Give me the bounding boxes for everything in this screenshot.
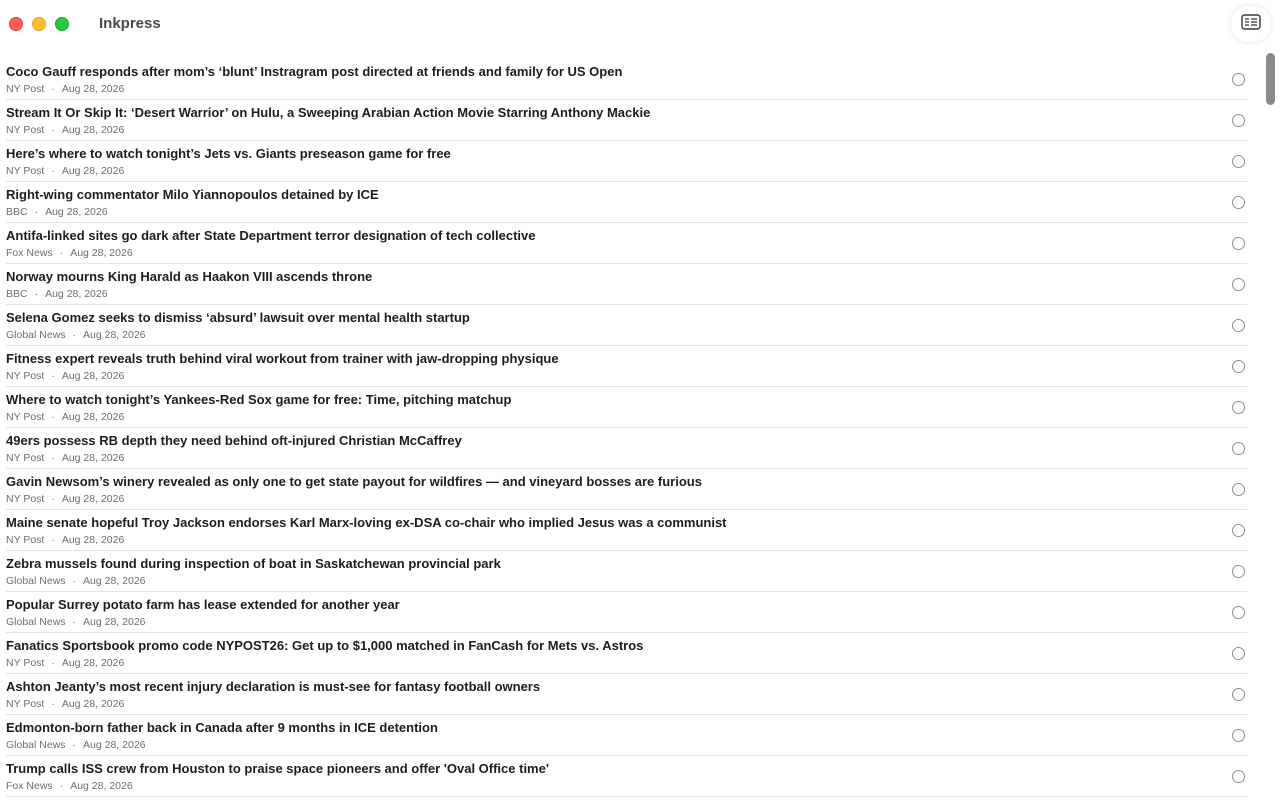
meta-separator: ·: [51, 657, 55, 669]
meta-separator: ·: [51, 370, 55, 382]
meta-separator: ·: [51, 698, 55, 710]
article-source: Global News: [6, 575, 66, 587]
mark-read-toggle[interactable]: [1232, 524, 1245, 537]
article-meta: [6, 452, 124, 464]
meta-separator: ·: [34, 288, 39, 300]
article-title[interactable]: Here’s where to watch tonight’s Jets vs. Giants preseason game for free: [6, 146, 451, 161]
article-source: NY Post: [6, 534, 45, 546]
mark-read-toggle[interactable]: [1232, 319, 1245, 332]
mark-read-toggle[interactable]: [1232, 647, 1245, 660]
article-title[interactable]: Norway mourns King Harald as Haakon VIII ascends throne: [6, 269, 373, 284]
article-meta: [6, 493, 124, 505]
article-date: Aug 28, 2026: [61, 657, 125, 669]
meta-separator: ·: [51, 124, 55, 136]
meta-separator: ·: [72, 575, 77, 587]
app-title: Inkpress: [99, 15, 161, 32]
article-title[interactable]: Ashton Jeanty’s most recent injury declaration is must-see for fantasy football owners: [6, 679, 541, 694]
article-date: Aug 28, 2026: [61, 411, 125, 423]
article-date: Aug 28, 2026: [61, 83, 125, 95]
article-meta: [6, 698, 124, 710]
close-window-button[interactable]: [9, 17, 23, 31]
article-source: Global News: [6, 616, 66, 628]
article-meta: [6, 329, 146, 341]
mark-read-toggle[interactable]: [1232, 483, 1245, 496]
article-title[interactable]: Right-wing commentator Milo Yiannopoulos detained by ICE: [6, 187, 379, 202]
article-source: Fox News: [6, 780, 53, 792]
article-row[interactable]: [6, 551, 1247, 592]
article-row[interactable]: [6, 346, 1247, 387]
article-date: Aug 28, 2026: [61, 165, 125, 177]
article-source: NY Post: [6, 370, 45, 382]
article-date: Aug 28, 2026: [45, 288, 108, 300]
mark-read-toggle[interactable]: [1232, 237, 1245, 250]
meta-separator: ·: [51, 534, 55, 546]
article-date: Aug 28, 2026: [83, 616, 146, 628]
article-row[interactable]: [6, 469, 1247, 510]
article-title[interactable]: Where to watch tonight’s Yankees-Red Sox game for free: Time, pitching matchup: [6, 392, 512, 407]
mark-read-toggle[interactable]: [1232, 196, 1245, 209]
article-row[interactable]: [6, 141, 1247, 182]
mark-read-toggle[interactable]: [1232, 770, 1245, 783]
article-row[interactable]: [6, 387, 1247, 428]
article-row[interactable]: [6, 264, 1247, 305]
article-title[interactable]: Antifa-linked sites go dark after State Department terror designation of tech collective: [6, 228, 536, 243]
scrollbar-thumb[interactable]: [1266, 53, 1275, 105]
mark-read-toggle[interactable]: [1232, 565, 1245, 578]
article-date: Aug 28, 2026: [83, 575, 146, 587]
article-source: BBC: [6, 206, 28, 218]
zoom-window-button[interactable]: [55, 17, 69, 31]
meta-separator: ·: [59, 780, 64, 792]
article-meta: [6, 247, 133, 259]
scrollbar[interactable]: [1262, 52, 1280, 800]
article-title[interactable]: Zebra mussels found during inspection of boat in Saskatchewan provincial park: [6, 556, 501, 571]
meta-separator: ·: [51, 411, 55, 423]
article-meta: [6, 83, 124, 95]
article-title[interactable]: Popular Surrey potato farm has lease extended for another year: [6, 597, 400, 612]
mark-read-toggle[interactable]: [1232, 688, 1245, 701]
article-title[interactable]: 49ers possess RB depth they need behind oft-injured Christian McCaffrey: [6, 433, 462, 448]
meta-separator: ·: [51, 493, 55, 505]
article-source: Fox News: [6, 247, 53, 259]
article-title[interactable]: Fitness expert reveals truth behind viral workout from trainer with jaw-dropping physique: [6, 351, 559, 366]
article-row[interactable]: [6, 674, 1247, 715]
article-row[interactable]: [6, 428, 1247, 469]
article-source: NY Post: [6, 124, 45, 136]
article-meta: [6, 657, 124, 669]
article-date: Aug 28, 2026: [61, 370, 125, 382]
article-row[interactable]: [6, 633, 1247, 674]
meta-separator: ·: [34, 206, 39, 218]
article-meta: [6, 411, 124, 423]
meta-separator: ·: [51, 83, 55, 95]
article-title[interactable]: Maine senate hopeful Troy Jackson endorses Karl Marx-loving ex-DSA co-chair who implied Jesus was a communist: [6, 515, 727, 530]
article-meta: [6, 165, 124, 177]
article-meta: [6, 575, 146, 587]
article-source: NY Post: [6, 493, 45, 505]
mark-read-toggle[interactable]: [1232, 401, 1245, 414]
meta-separator: ·: [72, 739, 77, 751]
article-row[interactable]: [6, 182, 1247, 223]
article-source: NY Post: [6, 657, 45, 669]
article-date: Aug 28, 2026: [83, 329, 146, 341]
article-date: Aug 28, 2026: [70, 247, 133, 259]
article-title[interactable]: Trump calls ISS crew from Houston to praise space pioneers and offer 'Oval Office time': [6, 761, 549, 776]
article-date: Aug 28, 2026: [61, 698, 125, 710]
article-date: Aug 28, 2026: [61, 493, 125, 505]
title-bar: [0, 0, 1280, 52]
article-title[interactable]: Edmonton-born father back in Canada after 9 months in ICE detention: [6, 720, 438, 735]
article-source: NY Post: [6, 165, 45, 177]
article-date: Aug 28, 2026: [61, 124, 125, 136]
article-title[interactable]: Gavin Newsom’s winery revealed as only one to get state payout for wildfires — and vineyard bosses are furious: [6, 474, 702, 489]
minimize-window-button[interactable]: [32, 17, 46, 31]
article-row[interactable]: [6, 756, 1247, 797]
article-meta: [6, 780, 133, 792]
article-source: Global News: [6, 739, 66, 751]
article-title[interactable]: Selena Gomez seeks to dismiss ‘absurd’ lawsuit over mental health startup: [6, 310, 470, 325]
article-meta: [6, 534, 124, 546]
mark-read-toggle[interactable]: [1232, 114, 1245, 127]
reader-view-button[interactable]: [1231, 6, 1271, 42]
meta-separator: ·: [59, 247, 64, 259]
article-source: Global News: [6, 329, 66, 341]
article-title[interactable]: Coco Gauff responds after mom’s ‘blunt’ Instragram post directed at friends and family for US Open: [6, 64, 623, 79]
article-row[interactable]: [6, 100, 1247, 141]
article-source: BBC: [6, 288, 28, 300]
article-source: NY Post: [6, 83, 45, 95]
mark-read-toggle[interactable]: [1232, 73, 1245, 86]
article-meta: [6, 370, 124, 382]
article-date: Aug 28, 2026: [83, 739, 146, 751]
article-date: Aug 28, 2026: [61, 452, 125, 464]
mark-read-toggle[interactable]: [1232, 360, 1245, 373]
meta-separator: ·: [72, 616, 77, 628]
article-row[interactable]: [6, 510, 1247, 551]
article-meta: [6, 739, 146, 751]
article-date: Aug 28, 2026: [61, 534, 125, 546]
sidebar-reader-icon: [1241, 14, 1261, 35]
article-meta: [6, 124, 124, 136]
meta-separator: ·: [51, 165, 55, 177]
article-meta: [6, 288, 108, 300]
article-row[interactable]: [6, 305, 1247, 346]
article-date: Aug 28, 2026: [70, 780, 133, 792]
article-row[interactable]: [6, 715, 1247, 756]
article-list: [0, 59, 1262, 800]
mark-read-toggle[interactable]: [1232, 155, 1245, 168]
article-meta: [6, 616, 146, 628]
article-row[interactable]: [6, 59, 1247, 100]
article-meta: [6, 206, 108, 218]
article-title[interactable]: Fanatics Sportsbook promo code NYPOST26: Get up to $1,000 matched in FanCash for Mets vs. Astros: [6, 638, 644, 653]
article-source: NY Post: [6, 411, 45, 423]
article-row[interactable]: [6, 223, 1247, 264]
meta-separator: ·: [72, 329, 77, 341]
mark-read-toggle[interactable]: [1232, 278, 1245, 291]
mark-read-toggle[interactable]: [1232, 442, 1245, 455]
article-row[interactable]: [6, 592, 1247, 633]
article-source: NY Post: [6, 452, 45, 464]
article-title[interactable]: Stream It Or Skip It: ‘Desert Warrior’ on Hulu, a Sweeping Arabian Action Movie Starring Anthony Mackie: [6, 105, 651, 120]
mark-read-toggle[interactable]: [1232, 606, 1245, 619]
article-source: NY Post: [6, 698, 45, 710]
mark-read-toggle[interactable]: [1232, 729, 1245, 742]
meta-separator: ·: [51, 452, 55, 464]
article-date: Aug 28, 2026: [45, 206, 108, 218]
